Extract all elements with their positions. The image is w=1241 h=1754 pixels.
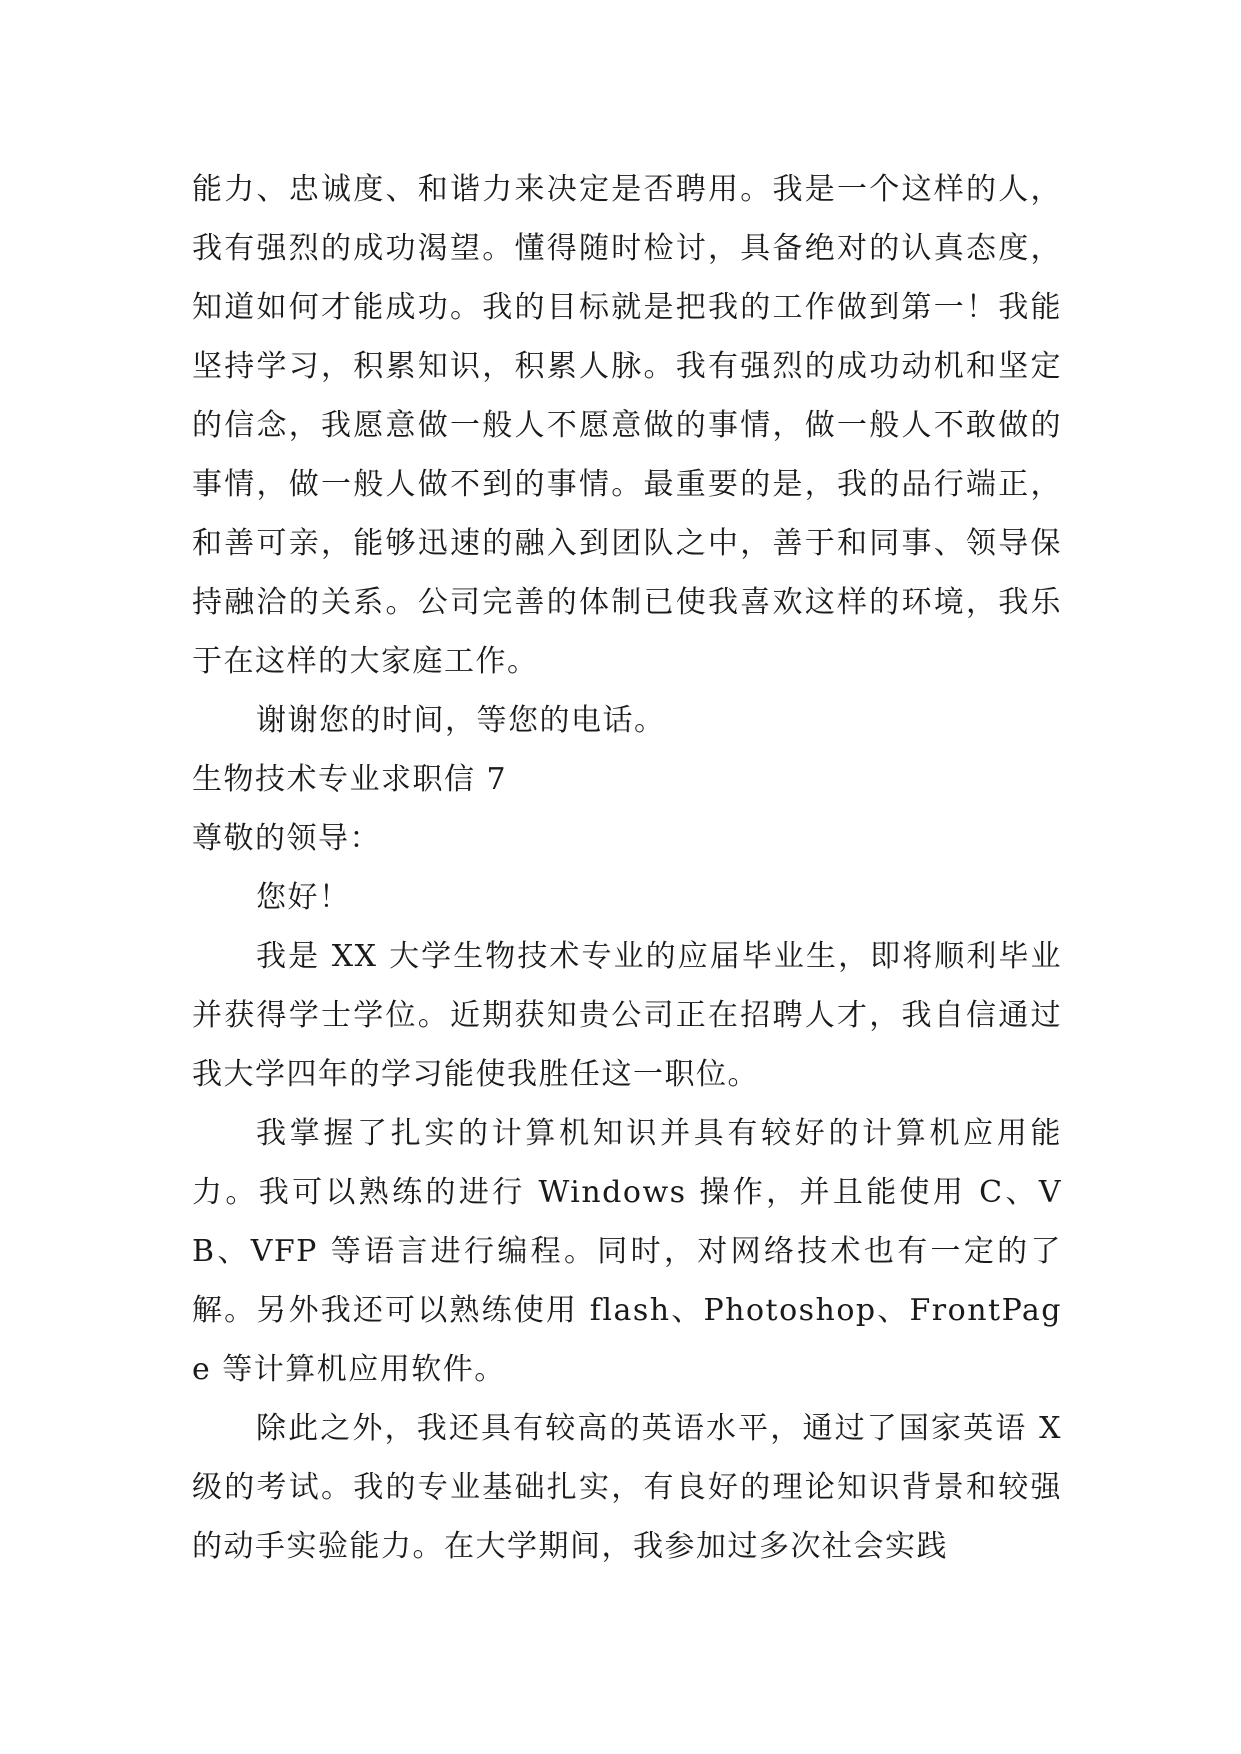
greeting: 您好！ (256, 880, 351, 915)
salutation: 尊敬的领导： (192, 821, 381, 856)
letter-title: 生物技术专业求职信 7 (192, 762, 508, 797)
document-body (192, 160, 1062, 1576)
paragraph-computer-skills: 我掌握了扎实的计算机知识并具有较好的计算机应用能力。我可以熟练的进行 Windows 操作，并且能使用 C、VB、VFP 等语言进行编程。同时，对网络技术也有一定的了解。另外我还可以熟练使用 flash、Photoshop、FrontPage 等计算机应用软件。 (192, 1116, 1062, 1387)
paragraph-continuation: 能力、忠诚度、和谐力来决定是否聘用。我是一个这样的人，我有强烈的成功渴望。懂得随时检讨，具备绝对的认真态度，知道如何才能成功。我的目标就是把我的工作做到第一！我能坚持学习，积累知识，积累人脉。我有强烈的成功动机和坚定的信念，我愿意做一般人不愿意做的事情，做一般人不敢做的事情，做一般人做不到的事情。最重要的是，我的品行端正，和善可亲，能够迅速的融入到团队之中，善于和同事、领导保持融洽的关系。公司完善的体制已使我喜欢这样的环境，我乐于在这样的大家庭工作。 (192, 172, 1062, 679)
paragraph-english-skills: 除此之外，我还具有较高的英语水平，通过了国家英语 X 级的考试。我的专业基础扎实，有良好的理论知识背景和较强的动手实验能力。在大学期间，我参加过多次社会实践 (192, 1411, 1062, 1564)
paragraph-intro: 我是 XX 大学生物技术专业的应届毕业生，即将顺利毕业并获得学士学位。近期获知贵公司正在招聘人才，我自信通过我大学四年的学习能使我胜任这一职位。 (192, 939, 1062, 1092)
paragraph-thanks: 谢谢您的时间，等您的电话。 (256, 703, 666, 738)
